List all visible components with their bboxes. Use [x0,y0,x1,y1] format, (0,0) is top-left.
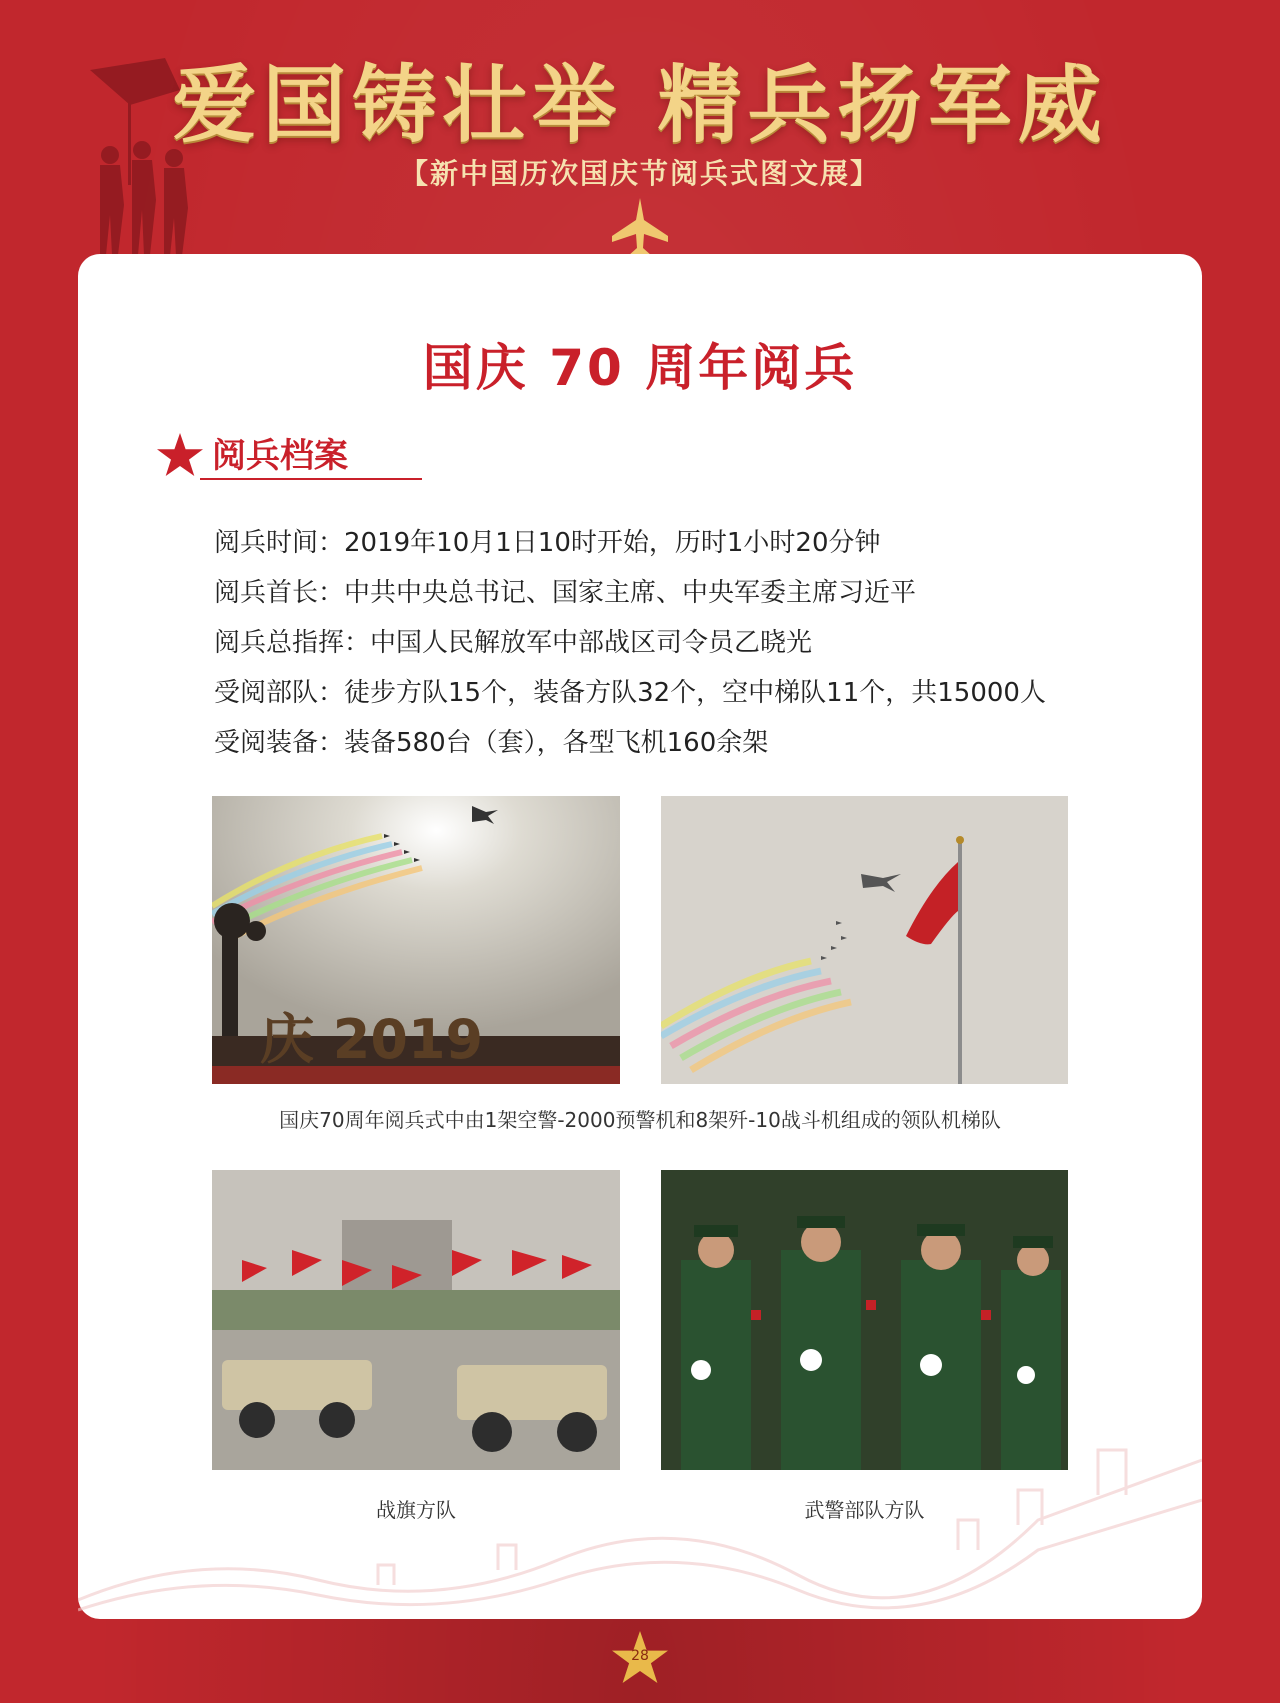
page-number: 28 [631,1648,649,1664]
jet-icon [610,196,670,260]
star-icon [156,432,204,478]
info-line-time: 阅兵时间：2019年10月1日10时开始，历时1小时20分钟 [214,528,881,558]
sub-heading-underline [200,478,422,480]
parade-info-list [214,518,1046,768]
info-line-troops: 受阅部队：徒步方队15个，装备方队32个，空中梯队11个，共15000人 [214,678,1046,708]
photo-flyover-2019 [212,796,620,1084]
info-line-commander: 阅兵总指挥：中国人民解放军中部战区司令员乙晓光 [214,628,813,658]
caption-battle-flags: 战旗方队 [376,1498,456,1522]
photo-flag-flyover [661,796,1068,1084]
photo1-overlay-text: 庆 2019 [260,1008,484,1071]
caption-flyover: 国庆70周年阅兵式中由1架空警-2000预警机和8架歼-10战斗机组成的领队机梯队 [279,1108,1001,1132]
photo-battle-flags [212,1170,620,1470]
page-header-subtitle: 【新中国历次国庆节阅兵式图文展】 [399,157,880,190]
info-line-equipment: 受阅装备：装备580台（套），各型飞机160余架 [214,728,769,758]
sub-heading: 阅兵档案 [212,436,348,476]
caption-armed-police: 武警部队方队 [804,1498,925,1522]
photo-armed-police [661,1170,1068,1470]
page-header-title: 爱国铸壮举 精兵扬军威 [172,55,1108,154]
section-title: 国庆 70 周年阅兵 [422,339,858,397]
info-line-reviewer: 阅兵首长：中共中央总书记、国家主席、中央军委主席习近平 [214,578,917,608]
